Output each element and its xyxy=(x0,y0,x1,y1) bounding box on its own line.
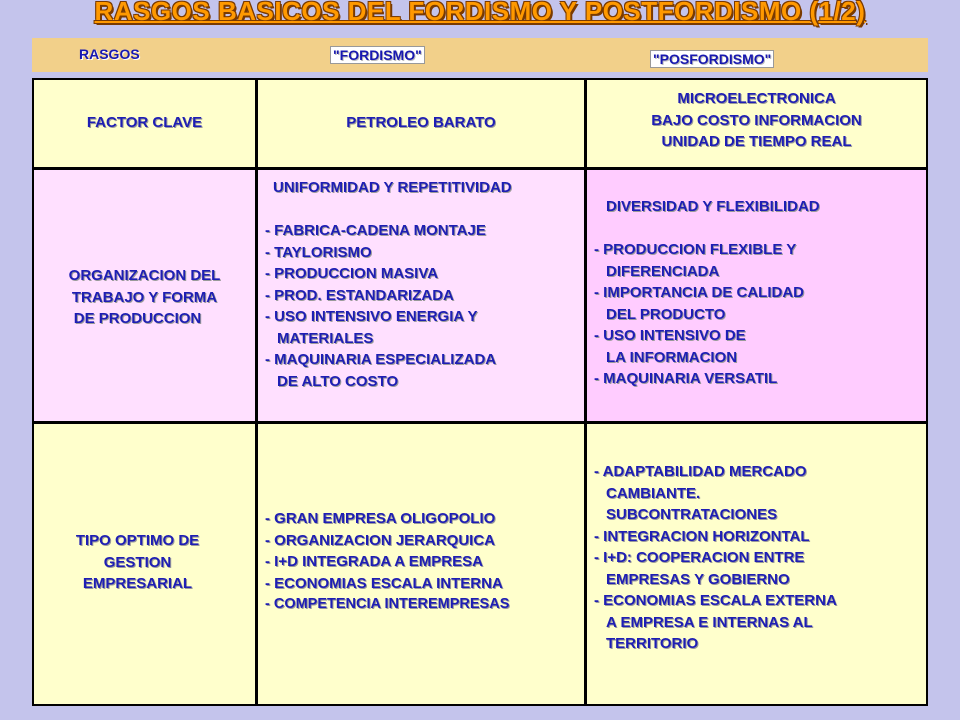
row-label-line: TIPO OPTIMO DE xyxy=(75,532,200,549)
cell-line: - COMPETENCIA INTEREMPRESAS xyxy=(265,596,510,612)
cell-line: CAMBIANTE. xyxy=(606,484,701,502)
header-rasgos: RASGOS xyxy=(79,46,140,62)
cell-line: - ECONOMIAS ESCALA EXTERNA xyxy=(594,592,837,609)
cell-line: - TAYLORISMO xyxy=(265,243,372,261)
cell-line: - ECONOMIAS ESCALA INTERNA xyxy=(265,574,503,592)
header-posfordismo: "POSFORDISMO" xyxy=(650,50,774,68)
cell-line: - I+D INTEGRADA A EMPRESA xyxy=(265,553,483,570)
cell-line: - INTEGRACION HORIZONTAL xyxy=(594,527,810,545)
cell-line: MATERIALES xyxy=(277,329,374,347)
cell-line: PETROLEO BARATO xyxy=(346,114,496,131)
row-label-line: ORGANIZACION DEL xyxy=(68,267,221,284)
cell-organizacion-fordismo xyxy=(258,170,584,421)
slide-title: RASGOS BASICOS DEL FORDISMO Y POSTFORDISMO (1/2) xyxy=(94,0,866,26)
cell-factor-clave-label xyxy=(34,80,255,167)
cell-factor-clave-posfordismo xyxy=(587,80,926,167)
cell-line: UNIFORMIDAD Y REPETITIVIDAD xyxy=(273,179,512,196)
row-label-line: DE PRODUCCION xyxy=(73,310,202,327)
row-label-line: TRABAJO Y FORMA xyxy=(71,288,218,306)
cell-line: A EMPRESA E INTERNAS AL xyxy=(606,613,813,631)
cell-line: DIVERSIDAD Y FLEXIBILIDAD xyxy=(606,198,820,215)
cell-line: - PRODUCCION FLEXIBLE Y xyxy=(594,241,797,258)
cell-line: SUBCONTRATACIONES xyxy=(606,506,778,523)
cell-factor-clave-fordismo xyxy=(258,80,584,167)
cell-line: - I+D: COOPERACION ENTRE xyxy=(594,549,805,566)
cell-line: LA INFORMACION xyxy=(606,348,738,366)
cell-line: - USO INTENSIVO DE xyxy=(594,327,746,344)
cell-line: - FABRICA-CADENA MONTAJE xyxy=(265,222,486,239)
cell-line: - PRODUCCION MASIVA xyxy=(265,265,439,282)
cell-line: MICROELECTRONICA xyxy=(677,90,836,107)
cell-line: DEL PRODUCTO xyxy=(606,305,726,323)
cell-line xyxy=(594,218,820,240)
cell-line xyxy=(265,199,512,221)
cell-line: DE ALTO COSTO xyxy=(277,372,399,390)
cell-line: - MAQUINARIA VERSATIL xyxy=(594,370,778,387)
cell-line: - MAQUINARIA ESPECIALIZADA xyxy=(265,351,497,368)
cell-organizacion-label xyxy=(34,170,255,421)
cell-line: DIFERENCIADA xyxy=(606,262,720,280)
cell-gestion-posfordismo xyxy=(587,424,926,704)
row-label-line: GESTION xyxy=(103,553,172,571)
cell-line: BAJO COSTO INFORMACION xyxy=(651,111,862,129)
cell-organizacion-posfordismo xyxy=(587,170,926,421)
cell-gestion-fordismo xyxy=(258,424,584,704)
cell-line: - ORGANIZACION JERARQUICA xyxy=(265,531,496,549)
row-label-line: FACTOR CLAVE xyxy=(86,114,203,131)
cell-line: UNIDAD DE TIEMPO REAL xyxy=(661,133,852,150)
comparison-table xyxy=(32,78,928,706)
cell-line: - IMPORTANCIA DE CALIDAD xyxy=(594,284,804,301)
cell-line: - ADAPTABILIDAD MERCADO xyxy=(594,463,807,480)
cell-line: - USO INTENSIVO ENERGIA Y xyxy=(265,308,478,325)
table-header xyxy=(32,38,928,72)
cell-line: EMPRESAS Y GOBIERNO xyxy=(606,570,790,588)
row-label-line: EMPRESARIAL xyxy=(82,575,193,592)
header-fordismo: "FORDISMO" xyxy=(330,46,425,64)
cell-line: - PROD. ESTANDARIZADA xyxy=(265,286,454,304)
cell-gestion-label xyxy=(34,424,255,704)
cell-line: TERRITORIO xyxy=(606,635,699,652)
cell-line: - GRAN EMPRESA OLIGOPOLIO xyxy=(265,510,496,527)
